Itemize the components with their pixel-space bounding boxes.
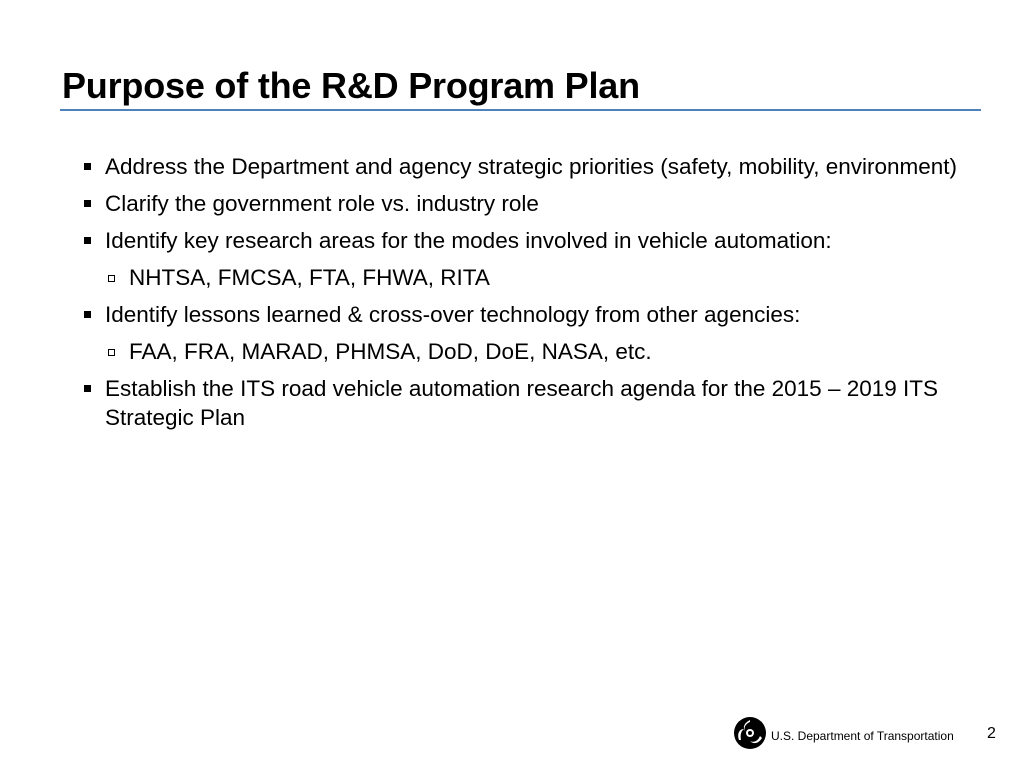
bullet-text: Identify lessons learned & cross-over technology from other agencies: bbox=[105, 302, 801, 327]
bullet-list bbox=[80, 152, 960, 440]
bullet-item bbox=[80, 226, 960, 255]
sub-bullet-text: NHTSA, FMCSA, FTA, FHWA, RITA bbox=[129, 265, 490, 290]
bullet-item bbox=[80, 152, 960, 181]
bullet-text: Identify key research areas for the modes involved in vehicle automation: bbox=[105, 228, 832, 253]
square-bullet-icon bbox=[84, 200, 91, 207]
square-bullet-icon bbox=[84, 163, 91, 170]
hollow-square-bullet-icon bbox=[108, 349, 115, 356]
dot-triskelion-logo-icon bbox=[733, 716, 767, 750]
bullet-text: Address the Department and agency strategic priorities (safety, mobility, environment) bbox=[105, 154, 958, 179]
slide-title: Purpose of the R&D Program Plan bbox=[62, 65, 640, 106]
page-number: 2 bbox=[987, 725, 996, 742]
bullet-item bbox=[80, 374, 960, 432]
sub-bullet-text: FAA, FRA, MARAD, PHMSA, DoD, DoE, NASA, etc. bbox=[129, 339, 652, 364]
bullet-text: Establish the ITS road vehicle automation research agenda for the 2015 – 2019 ITS Strategic Plan bbox=[105, 376, 939, 430]
bullet-item bbox=[80, 300, 960, 329]
title-underline-rule bbox=[60, 109, 981, 111]
square-bullet-icon bbox=[84, 237, 91, 244]
bullet-text: Clarify the government role vs. industry role bbox=[105, 191, 539, 216]
sub-bullet-item bbox=[80, 337, 960, 366]
square-bullet-icon bbox=[84, 385, 91, 392]
sub-bullet-item bbox=[80, 263, 960, 292]
square-bullet-icon bbox=[84, 311, 91, 318]
bullet-item bbox=[80, 189, 960, 218]
hollow-square-bullet-icon bbox=[108, 275, 115, 282]
footer-organization: U.S. Department of Transportation bbox=[771, 729, 954, 743]
